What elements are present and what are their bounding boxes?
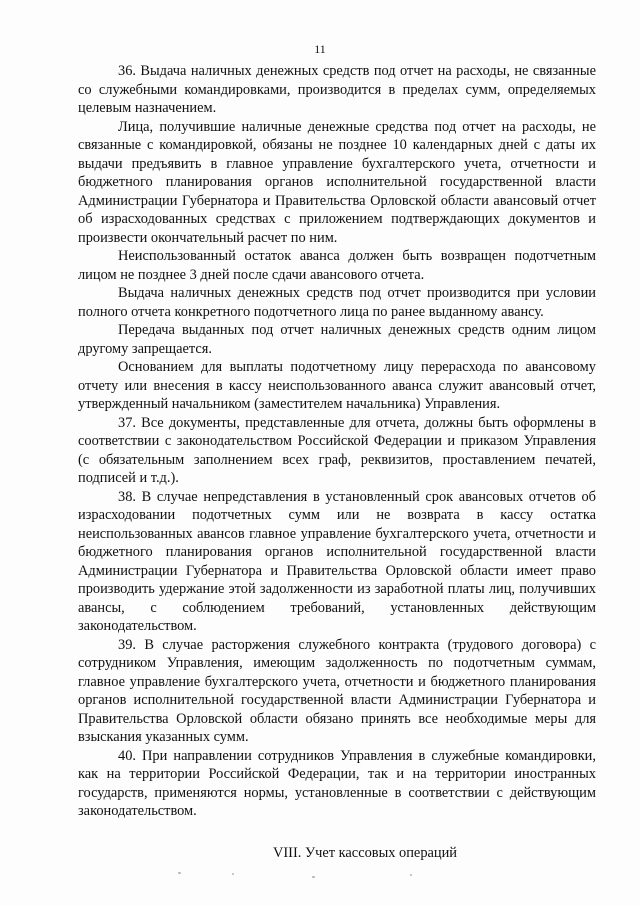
- paragraph-39: 39. В случае расторжения служебного контракта (трудового договора) с сотрудником Управления, имеющим задолженность по подотчетным суммам, главное управление бухгалтерского учета, отчетности и бюджетного планирования органов исполнительной государственной власти Администрации Губернатора и Правительства Орловской области обязано принять все необходимые меры для взыскания указанных сумм.: [78, 636, 596, 745]
- paragraph-advance-report: Лица, получившие наличные денежные средства под отчет на расходы, не связанные с командировкой, обязаны не позднее 10 календарных дней с даты их выдачи предъявить в главное управление бухгалтерского учета, отчетности и бюджетного планирования органов исполнительной государственной власти Администрации Губернатора и Правительства Орловской области авансовый отчет об израсходованных средствах с приложением подтверждающих документов и произвести окончательный расчет по ним.: [78, 118, 596, 246]
- scan-artifact: [178, 872, 181, 874]
- page-number: 11: [314, 42, 326, 56]
- paragraph-40: 40. При направлении сотрудников Управления в служебные командировки, как на территории Российской Федерации, так и на территории иностранных государств, применяются нормы, установленные в соответствии с действующим законодательством.: [78, 747, 596, 819]
- scan-artifact: [312, 876, 315, 878]
- paragraph-36: 36. Выдача наличных денежных средств под отчет на расходы, не связанные со служебными командировками, производится в пределах сумм, определяемых целевым назначением.: [78, 63, 596, 116]
- section-heading-viii: VIII. Учет кассовых операций: [272, 845, 458, 861]
- scan-artifact: [410, 874, 412, 876]
- paragraph-transfer-prohibited: Передача выданных под отчет наличных денежных средств одним лицом другому запрещается.: [78, 322, 596, 357]
- paragraph-unused-balance: Неиспользованный остаток аванса должен быть возвращен подотчетным лицом не позднее 3 дней после сдачи авансового отчета.: [78, 248, 596, 283]
- document-body: [78, 62, 596, 821]
- paragraph-issuance-condition: Выдача наличных денежных средств под отчет производится при условии полного отчета конкретного подотчетного лица по ранее выданному авансу.: [78, 285, 596, 320]
- paragraph-38: 38. В случае непредставления в установленный срок авансовых отчетов об израсходовании подотчетных сумм или не возврата в кассу остатка неиспользованных авансов главное управление бухгалтерского учета, отчетности и бюджетного планирования органов исполнительной государственной власти Администрации Губернатора и Правительства Орловской области имеет право производить удержание этой задолженности из заработной платы лиц, получивших авансы, с соблюдением требований, установленных действующим законодательством.: [78, 488, 596, 634]
- scan-artifact: [232, 873, 234, 875]
- paragraph-37: 37. Все документы, представленные для отчета, должны быть оформлены в соответствии с законодательством Российской Федерации и приказом Управления (с обязательным заполнением всех граф, реквизитов, проставлением печатей, подписей и т.д.).: [78, 414, 596, 486]
- paragraph-overspend-basis: Основанием для выплаты подотчетному лицу перерасхода по авансовому отчету или внесения в кассу неиспользованного аванса служит авансовый отчет, утвержденный начальником (заместителем начальника) Управления.: [78, 359, 596, 412]
